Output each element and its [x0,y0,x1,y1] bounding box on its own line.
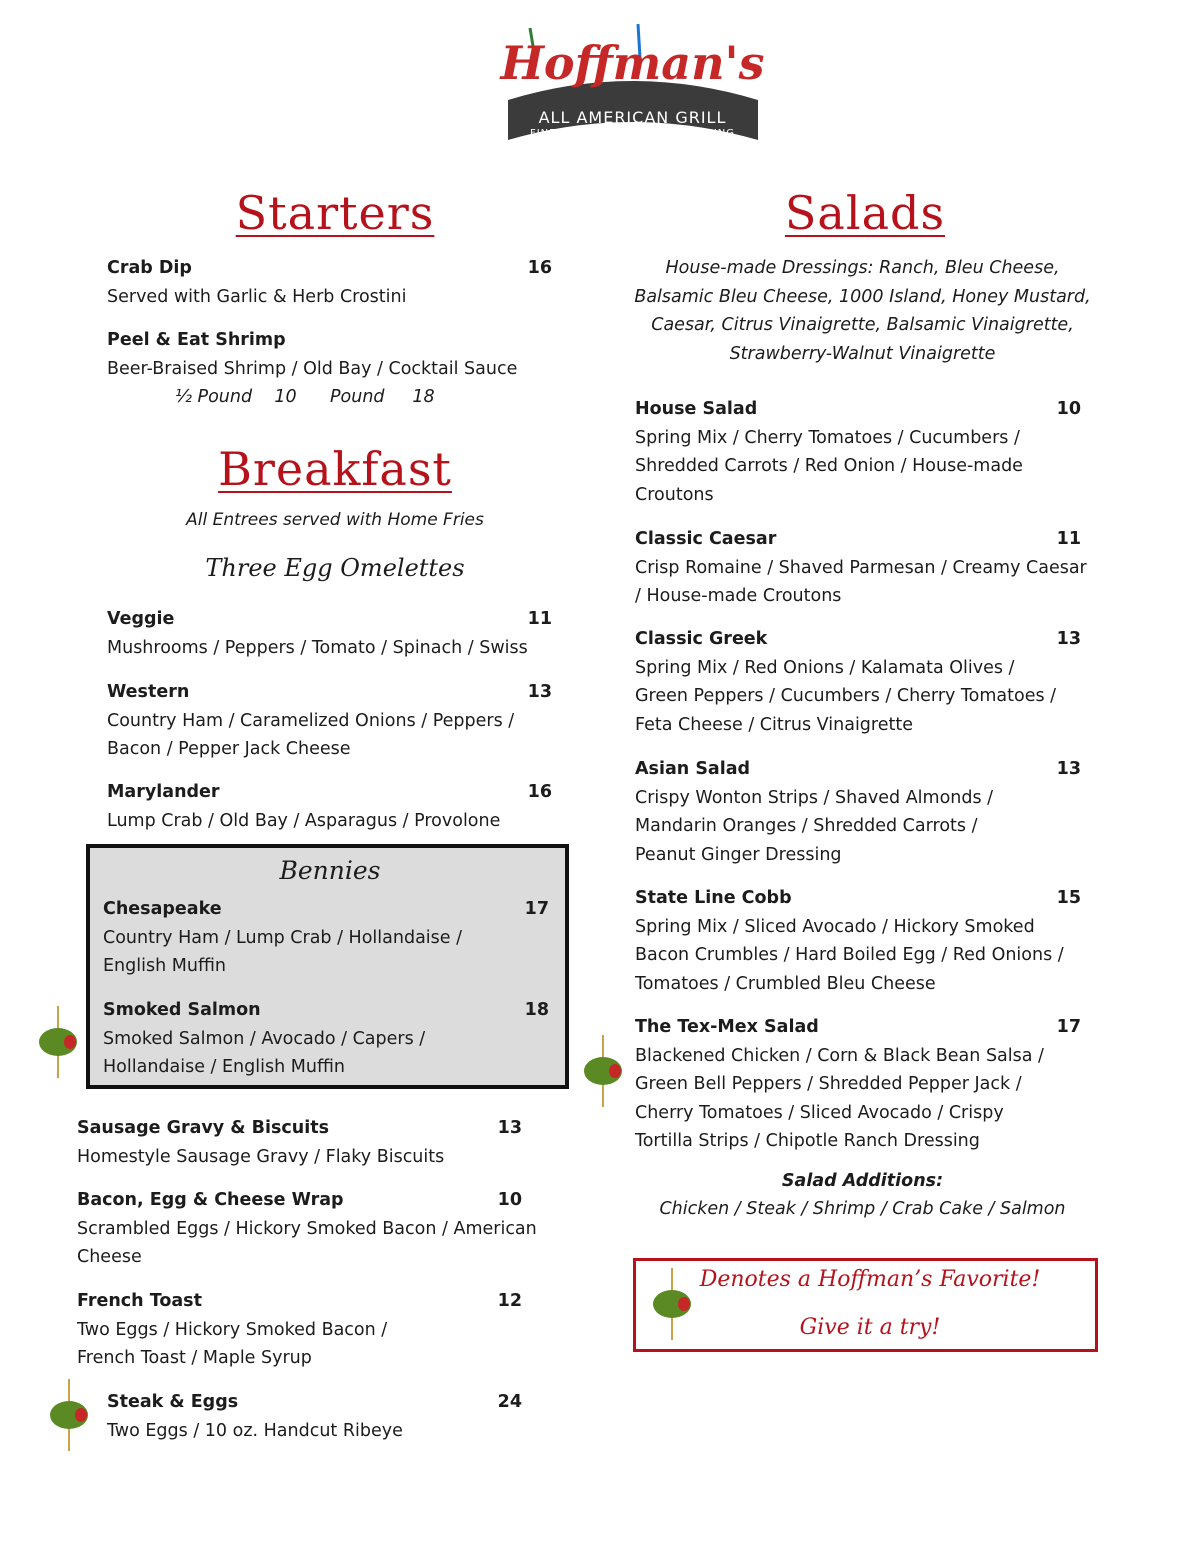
menu-item [107,254,552,311]
item-name: Chesapeake [103,899,222,919]
favorite-legend-line2: Give it a try! [799,1315,941,1340]
item-desc: Cherry Tomatoes / Sliced Avocado / Crispy [635,1102,1004,1123]
item-desc: Green Bell Peppers / Shredded Pepper Jack / [635,1074,1022,1094]
item-desc: Bacon / Pepper Jack Cheese [107,739,351,759]
item-desc: Country Ham / Lump Crab / Hollandaise / [103,927,462,948]
menu-item [103,895,549,981]
item-name: Sausage Gravy & Biscuits [77,1118,330,1138]
dressings-line: House-made Dressings: Ranch, Bleu Cheese, [665,258,1060,278]
item-price: 15 [1056,888,1081,908]
item-name: Steak & Eggs [107,1392,239,1412]
item-name: State Line Cobb [635,888,792,908]
item-name: Peel & Eat Shrimp [107,330,286,350]
item-desc: Mushrooms / Peppers / Tomato / Spinach / Swiss [107,637,528,658]
menu-item [77,1287,522,1373]
item-desc: Lump Crab / Old Bay / Asparagus / Provolone [107,810,501,831]
item-desc: Spring Mix / Red Onions / Kalamata Olives / [635,657,1015,678]
item-desc: Tomatoes / Crumbled Bleu Cheese [635,973,936,994]
item-price: 16 [527,782,552,802]
favorite-legend-line1: Denotes a Hoffman’s Favorite! [699,1267,1041,1292]
item-name: Classic Greek [635,629,768,649]
menu-item [107,326,552,412]
starters-title: Starters [235,186,435,240]
item-desc: Mandarin Oranges / Shredded Carrots / [635,816,978,836]
salad-additions-title: Salad Additions: [781,1171,944,1191]
item-desc: Homestyle Sausage Gravy / Flaky Biscuits [77,1146,445,1167]
menu-item [77,1114,522,1171]
item-price: 13 [1056,759,1081,779]
menu-item [635,525,1087,611]
dressings-line: Caesar, Citrus Vinaigrette, Balsamic Vinaigrette, [651,315,1074,335]
olive-favorite-icon [47,1377,91,1453]
menu-item [635,1013,1081,1156]
logo-subtagline: FINE FOODS • SPIRITS • CATERING [529,128,735,139]
omelettes-title: Three Egg Omelettes [205,554,465,582]
item-price: 10 [1056,399,1081,419]
item-price: 17 [1056,1017,1081,1037]
item-name: Asian Salad [635,759,751,779]
dressings-list [620,254,1105,368]
item-price: 11 [527,609,552,629]
item-desc: Two Eggs / 10 oz. Handcut Ribeye [107,1420,403,1441]
item-desc: English Muffin [103,956,226,976]
item-desc: Beer-Braised Shrimp / Old Bay / Cocktail Sauce [107,358,518,379]
item-desc: Feta Cheese / Citrus Vinaigrette [635,714,913,735]
bennies-title: Bennies [279,856,381,885]
item-desc: Blackened Chicken / Corn & Black Bean Salsa / [635,1045,1044,1066]
item-price: 24 [497,1392,522,1412]
item-desc: / House-made Croutons [635,586,842,606]
item-desc: Shredded Carrots / Red Onion / House-made [635,456,1023,476]
item-desc: Scrambled Eggs / Hickory Smoked Bacon / American [77,1218,537,1239]
item-price: 13 [497,1118,522,1138]
item-desc: Peanut Ginger Dressing [635,844,842,865]
item-name: Bacon, Egg & Cheese Wrap [77,1190,344,1210]
menu-item [107,605,552,662]
dressings-line: Balsamic Bleu Cheese, 1000 Island, Honey Mustard, [634,286,1091,307]
item-desc: Cheese [77,1247,142,1267]
item-name: Marylander [107,782,220,802]
dressings-line: Strawberry-Walnut Vinaigrette [729,343,996,364]
item-desc: Green Peppers / Cucumbers / Cherry Tomatoes / [635,686,1057,706]
logo-tagline: ALL AMERICAN GRILL [538,108,727,127]
item-price: 12 [497,1291,522,1311]
logo-name: Hoffman's [500,36,765,90]
item-desc: Smoked Salmon / Avocado / Capers / [103,1028,426,1049]
item-desc: French Toast / Maple Syrup [77,1348,312,1368]
breakfast-title: Breakfast [218,442,452,496]
item-name: French Toast [77,1291,202,1311]
item-desc: Country Ham / Caramelized Onions / Peppers / [107,710,515,731]
item-name: Smoked Salmon [103,1000,261,1020]
logo [500,22,765,152]
item-desc: Hollandaise / English Muffin [103,1057,345,1077]
item-desc: Spring Mix / Cherry Tomatoes / Cucumbers / [635,427,1020,448]
item-sizes: ½ Pound 10 Pound 18 [175,387,435,407]
salads-title: Salads [784,186,946,240]
item-price: 18 [524,1000,549,1020]
item-name: House Salad [635,399,758,419]
menu-item [635,755,1081,869]
item-desc: Croutons [635,484,714,505]
item-desc: Served with Garlic & Herb Crostini [107,286,407,307]
item-price: 11 [1056,529,1081,549]
item-price: 10 [497,1190,522,1210]
menu-item [107,678,552,764]
item-name: Western [107,682,190,702]
menu-item [107,778,552,835]
menu-item [635,395,1081,509]
breakfast-subtitle: All Entrees served with Home Fries [186,510,484,530]
item-desc: Two Eggs / Hickory Smoked Bacon / [77,1319,388,1340]
olive-favorite-icon [36,1004,80,1080]
olive-favorite-icon [581,1033,625,1109]
menu-item [635,884,1081,998]
item-name: The Tex-Mex Salad [635,1017,819,1037]
item-name: Crab Dip [107,258,192,278]
item-price: 16 [527,258,552,278]
olive-favorite-icon [650,1266,694,1342]
item-price: 17 [524,899,549,919]
item-desc: Crispy Wonton Strips / Shaved Almonds / [635,787,994,808]
menu-item [103,996,549,1082]
item-desc: Tortilla Strips / Chipotle Ranch Dressing [635,1131,980,1151]
menu-item [107,1388,522,1445]
item-price: 13 [1056,629,1081,649]
item-desc: Spring Mix / Sliced Avocado / Hickory Smoked [635,916,1035,937]
item-name: Veggie [107,609,175,629]
item-name: Classic Caesar [635,529,777,549]
item-price: 13 [527,682,552,702]
item-desc: Bacon Crumbles / Hard Boiled Egg / Red Onions / [635,945,1064,965]
item-desc: Crisp Romaine / Shaved Parmesan / Creamy Caesar [635,557,1087,578]
salad-additions: Chicken / Steak / Shrimp / Crab Cake / Salmon [659,1199,1066,1219]
menu-item [77,1186,537,1272]
menu-item [635,625,1081,739]
